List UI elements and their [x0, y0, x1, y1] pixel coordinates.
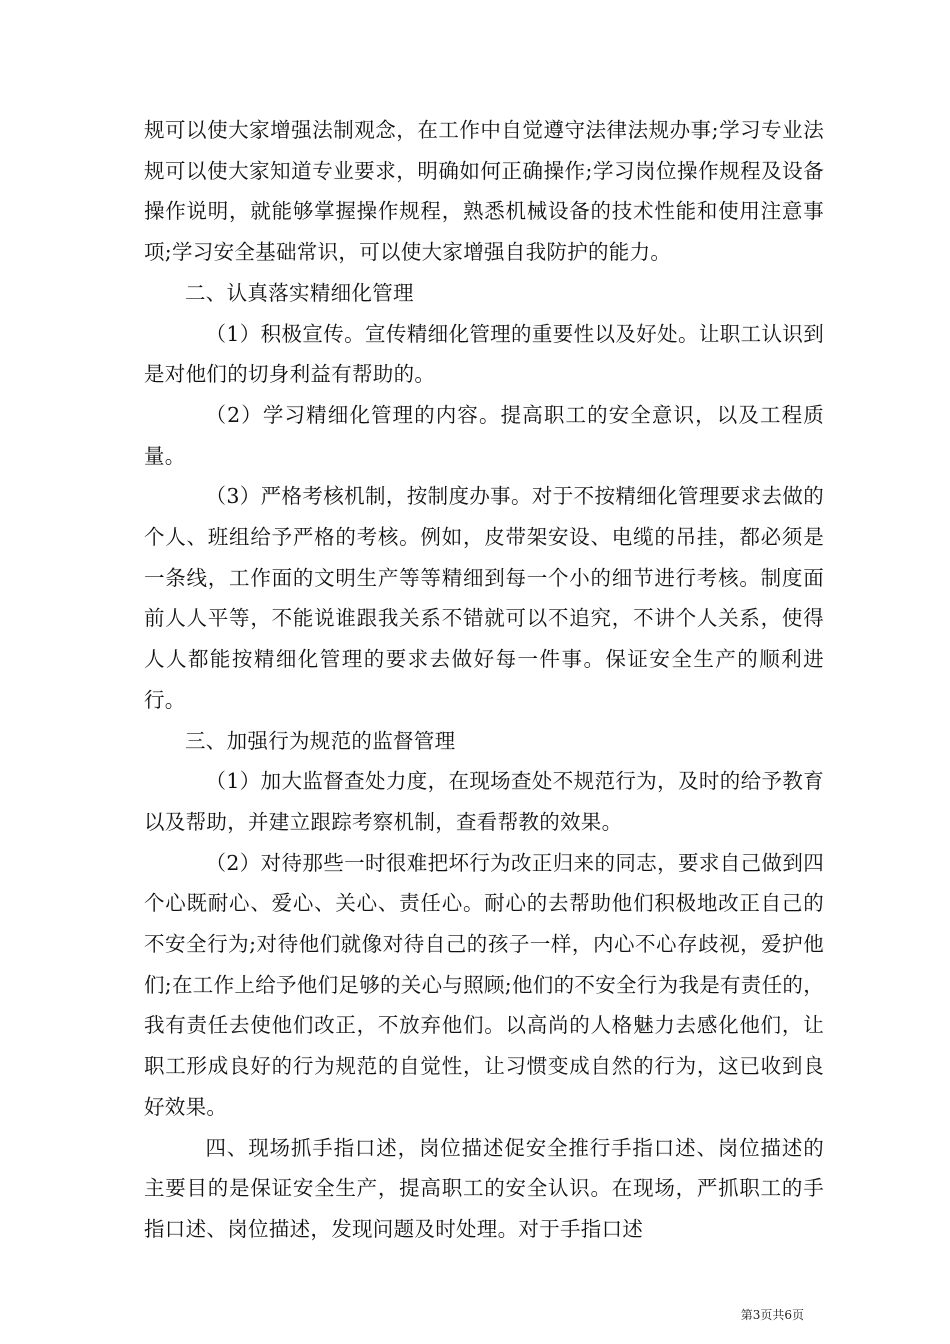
paragraph-continuation: 规可以使大家增强法制观念，在工作中自觉遵守法律法规办事;学习专业法规可以使大家知道专业要求，明确如何正确操作;学习岗位操作规程及设备操作说明，就能够掌握操作规程，熟悉机械设备的技术性能和使用注意事项;学习安全基础常识，可以使大家增强自我防护的能力。	[144, 118, 824, 265]
list-item: （2）学习精细化管理的内容。提高职工的安全意识，以及工程质量。	[144, 402, 824, 468]
section-heading-2: 二、认真落实精细化管理	[185, 280, 414, 305]
section-heading-3: 三、加强行为规范的监督管理	[185, 728, 456, 753]
document-body	[144, 110, 824, 1250]
list-item: （3）严格考核机制，按制度办事。对于不按精细化管理要求去做的个人、班组给予严格的考核。例如，皮带架安设、电缆的吊挂，都必须是一条线，工作面的文明生产等等精细到每一个小的细节进行考核。制度面前人人平等，不能说谁跟我关系不错就可以不追究，不讲个人关系，使得人人都能按精细化管理的要求去做好每一件事。保证安全生产的顺利进行。	[144, 484, 824, 712]
list-item: （1）积极宣传。宣传精细化管理的重要性以及好处。让职工认识到是对他们的切身利益有帮助的。	[144, 321, 824, 387]
list-item: （1）加大监督查处力度，在现场查处不规范行为，及时的给予教育以及帮助，并建立跟踪考察机制，查看帮教的效果。	[144, 769, 824, 834]
page-number-label: 第3页共6页	[740, 1308, 804, 1322]
section-heading-4: 四、现场抓手指口述，岗位描述促安全推行手指口述、岗位描述的主要目的是保证安全生产，提高职工的安全认识。在现场，严抓职工的手指口述、岗位描述，发现问题及时处理。对于手指口述	[144, 1135, 824, 1241]
list-item: （2）对待那些一时很难把坏行为改正归来的同志，要求自己做到四个心既耐心、爱心、关心、责任心。耐心的去帮助他们积极地改正自己的不安全行为;对待他们就像对待自己的孩子一样，内心不心存歧视，爱护他们;在工作上给予他们足够的关心与照顾;他们的不安全行为我是有责任的，我有责任去使他们改正，不放弃他们。以高尚的人格魅力去感化他们，让职工形成良好的行为规范的自觉性，让习惯变成自然的行为，这已收到良好效果。	[144, 850, 825, 1119]
page-number-footer	[741, 1306, 804, 1323]
